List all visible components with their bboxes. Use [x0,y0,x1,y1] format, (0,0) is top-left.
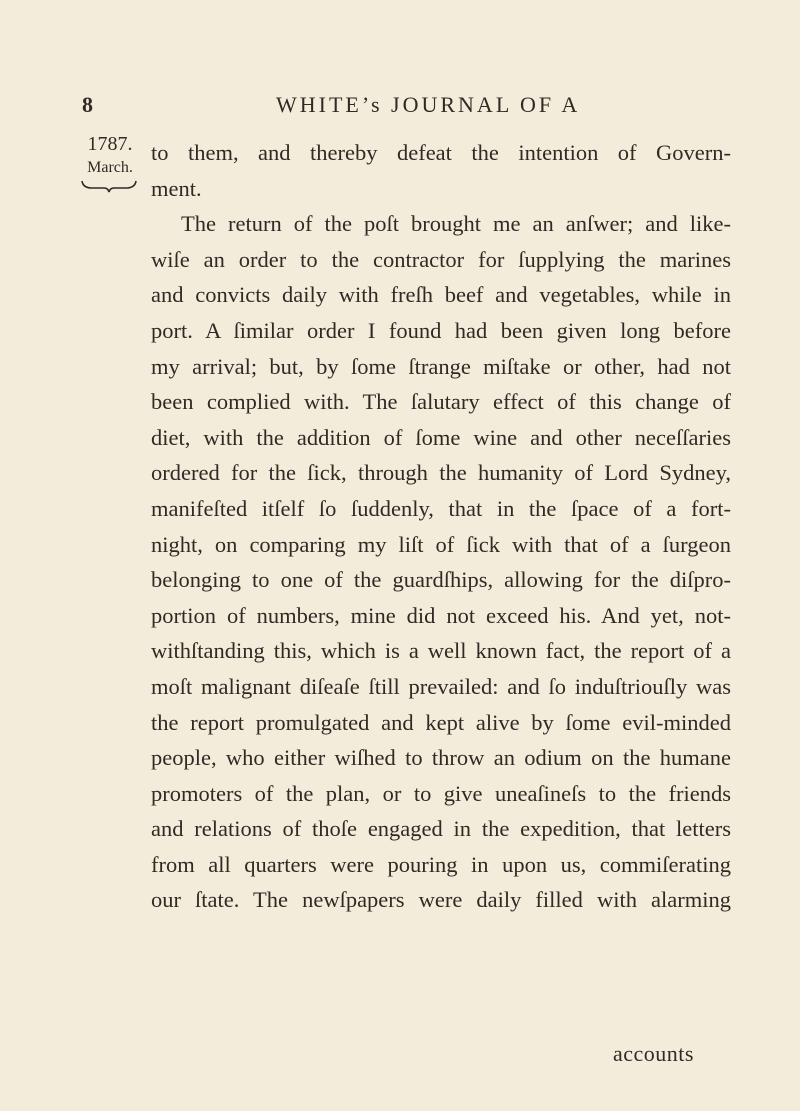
text-line: withſtanding this, which is a well known fact, the report of a [151,638,731,664]
margin-year: 1787. [87,133,133,155]
text-line: belonging to one of the guardſhips, allowing for the diſpro- [151,567,731,593]
text-line: The return of the poſt brought me an anſwer; and like- [181,211,731,237]
margin-month: March. [87,159,133,176]
text-line: moſt malignant diſeaſe ſtill prevailed: and ſo induſtriouſly was [151,673,731,699]
text-line: diet, with the addition of ſome wine and other neceſſaries [151,424,731,450]
catchword: accounts [613,1041,694,1066]
text-line: my arrival; but, by ſome ſtrange miſtake or other, had not [151,353,731,379]
text-line: wiſe an order to the contractor for ſupplying the marines [151,246,731,272]
text-line: people, who either wiſhed to throw an odium on the humane [151,745,731,771]
margin-note [80,132,140,193]
running-head [0,92,800,122]
text-line: and relations of thoſe engaged in the expedition, that letters [151,816,731,842]
brace-icon [80,179,138,193]
text-line: port. A ſimilar order I found had been given long before [151,317,731,343]
text-line: ment. [151,175,202,201]
body-text [151,135,731,918]
running-title: WHITE’s JOURNAL OF A [276,92,581,117]
text-line: the report promulgated and kept alive by ſome evil-minded [151,709,731,735]
page-number: 8 [82,92,93,117]
text-line: to them, and thereby defeat the intention of Govern- [151,140,731,165]
text-line: our ſtate. The newſpapers were daily filled with alarming [151,887,731,913]
text-line: portion of numbers, mine did not exceed his. And yet, not- [151,602,731,628]
text-line: ordered for the ſick, through the humanity of Lord Sydney, [151,460,731,486]
text-line: from all quarters were pouring in upon us, commiſerating [151,851,731,877]
text-line: promoters of the plan, or to give uneaſineſs to the friends [151,780,731,806]
text-line: manifeſted itſelf ſo ſuddenly, that in the ſpace of a fort- [151,495,731,521]
text-line: and convicts daily with freſh beef and vegetables, while in [151,282,731,308]
text-line: night, on comparing my liſt of ſick with that of a ſurgeon [151,531,731,557]
text-line: been complied with. The ſalutary effect of this change of [151,389,731,415]
